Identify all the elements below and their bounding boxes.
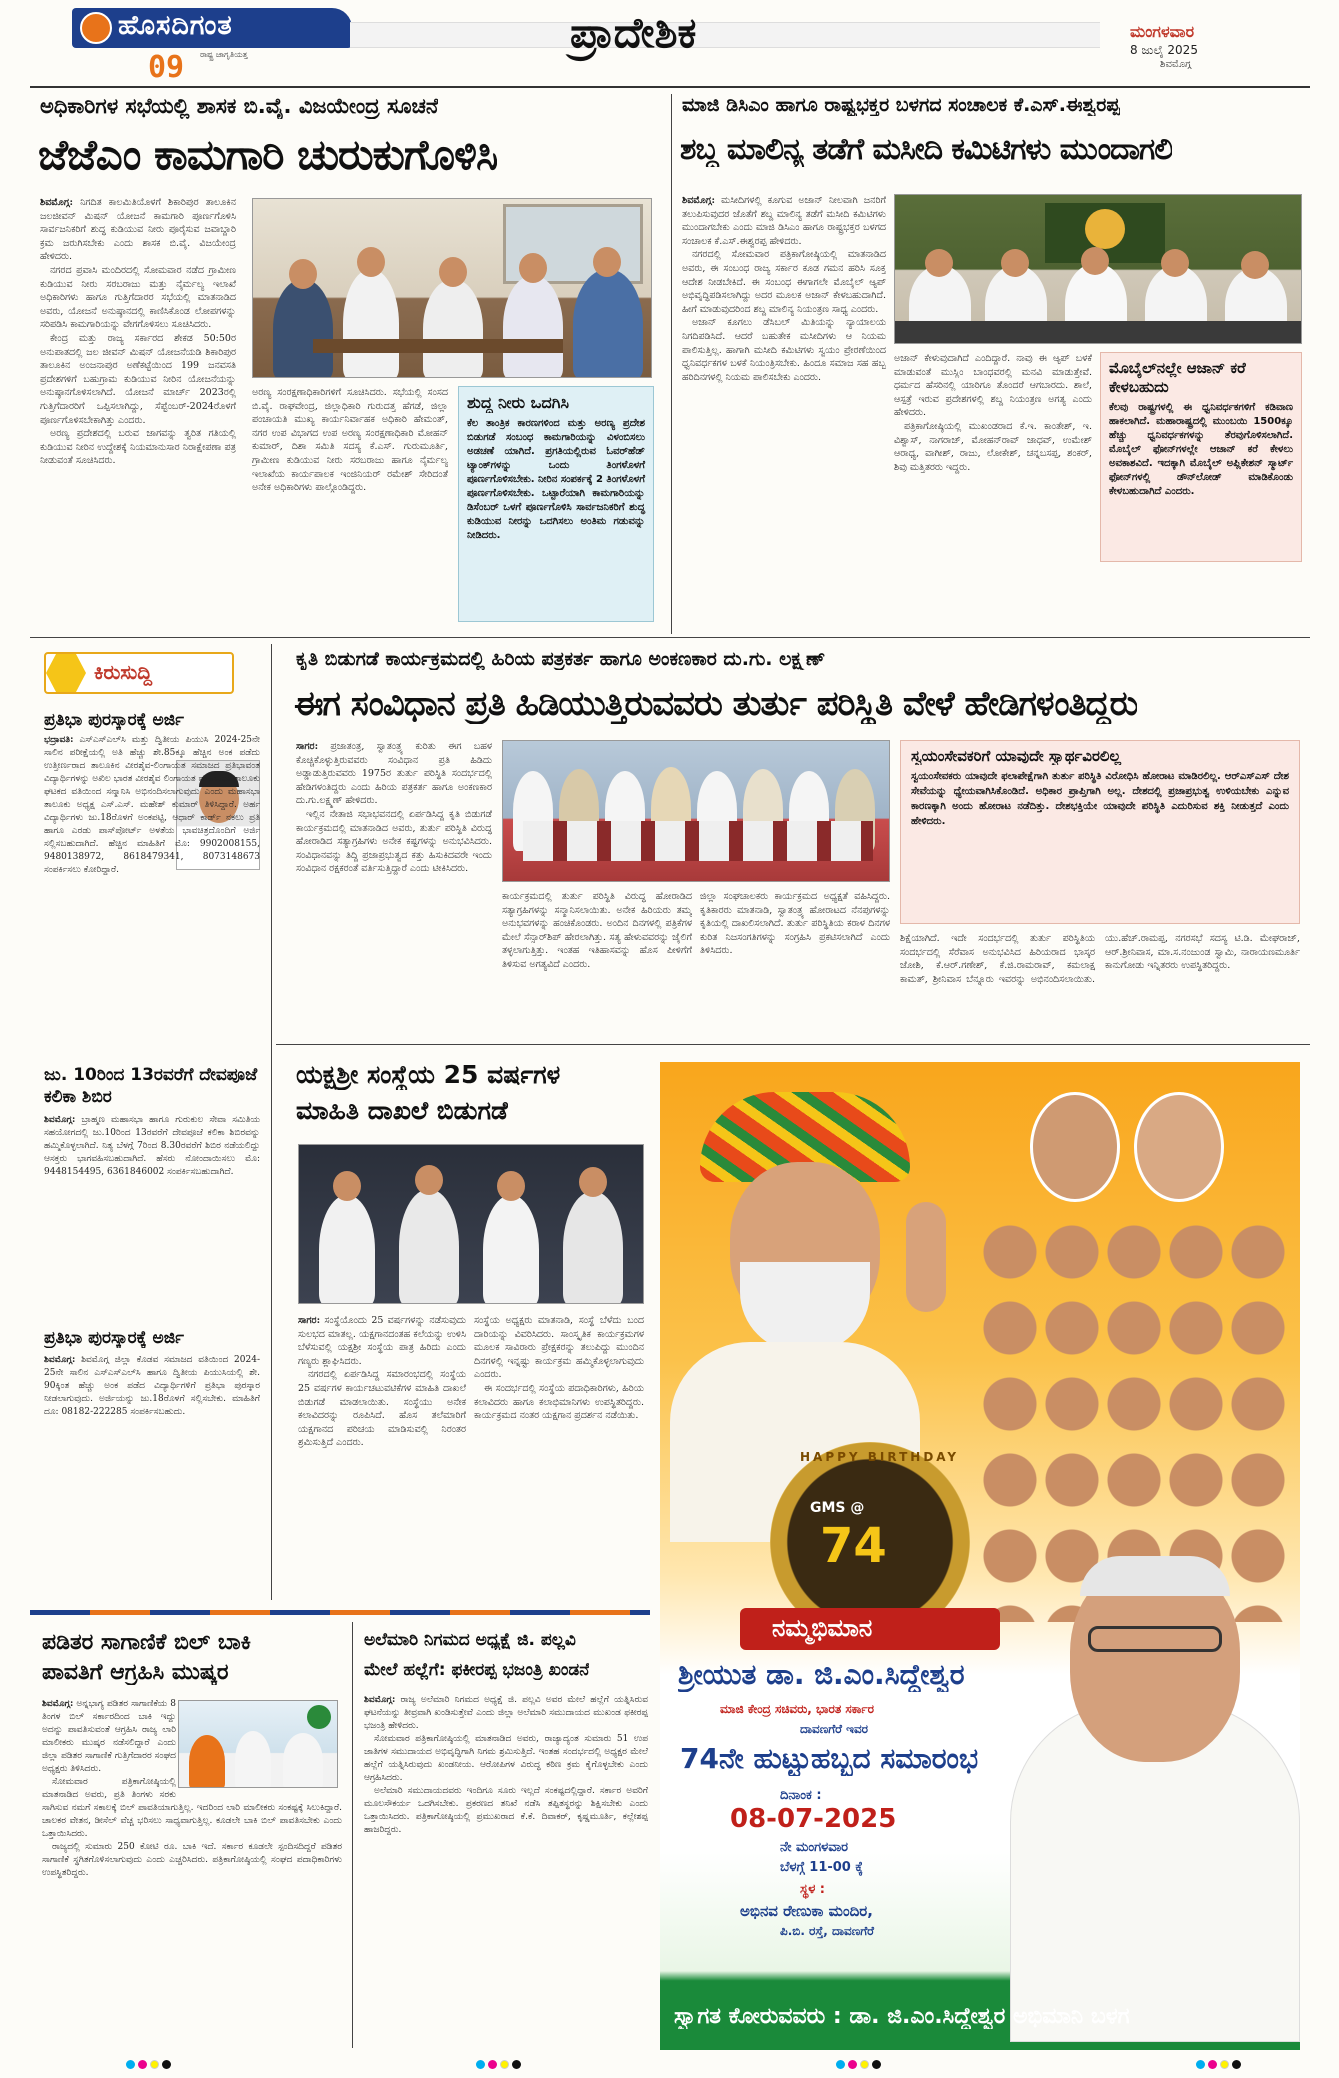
- logo-text: ಹೊಸದಿಗಂತ: [118, 10, 233, 41]
- ad-leader-hand: [906, 1202, 946, 1312]
- ad-event: 74ನೇ ಹುಟ್ಟುಹಬ್ಬದ ಸಮಾರಂಭ: [680, 1742, 979, 1775]
- photo-head: [1001, 249, 1029, 277]
- photo-person: [319, 1195, 375, 1304]
- article-jjm-dateline: ಶಿವಮೊಗ್ಗ:: [40, 197, 74, 208]
- article-jjm-lead: ನಿಗದಿತ ಕಾಲಮಿತಿಯೊಳಗೆ ಶಿಕಾರಿಪುರ ತಾಲೂಕಿನ ಜಲಜೀವನ್ ಮಿಷನ್ ಯೋಜನೆ ಕಾಮಗಾರಿ ಪೂರ್ಣಗೊಳಿಸಿ ಸಾರ್ವಜನಿಕರಿಗೆ ಶುದ್ಧ ಕುಡಿಯುವ ನೀರು ಪೂರೈಸುವ ಜವಾಬ್ದಾರಿ ಕ್ರಮ ಜರುಗಿಸಬೇಕು ಎಂದು ಶಾಸಕ ಬಿ.ವೈ. ವಿಜಯೇಂದ್ರ ಹೇಳಿದರು.: [40, 197, 236, 263]
- article-emergency-box-title: ಸ್ವಯಂಸೇವಕರಿಗೆ ಯಾವುದೇ ಸ್ವಾರ್ಥವಿರಲಿಲ್ಲ: [911, 747, 1121, 765]
- article-emergency-p3: ಕಾರ್ಯಕ್ರಮದಲ್ಲಿ ತುರ್ತು ಪರಿಸ್ಥಿತಿ ವಿರುದ್ಧ ಹೋರಾಡಿದ ಸತ್ಯಾಗ್ರಹಿಗಳನ್ನು ಸನ್ಮಾನಿಸಲಾಯಿತು. ಅನೇಕ ಹಿರಿಯರು ತಮ್ಮ ಅನುಭವಗಳನ್ನು ಹಂಚಿಕೊಂಡರು. ಅಂದಿನ ದಿನಗಳಲ್ಲಿ ಪತ್ರಿಕೆಗಳ ಮೇಲೆ ಸೆನ್ಸಾರ್‌ಶಿಪ್ ಹೇರಲಾಗಿತ್ತು. ಸತ್ಯ ಹೇಳುವವರನ್ನು ಜೈಲಿಗೆ ತಳ್ಳಲಾಗುತ್ತಿತ್ತು. ಇಂತಹ ಇತಿಹಾಸವನ್ನು ಹೊಸ ಪೀಳಿಗೆಗೆ ತಿಳಿಸುವ ಅಗತ್ಯವಿದೆ ಎಂದರು.: [502, 891, 692, 970]
- article-jjm-p2: ನಗರದ ಪ್ರವಾಸಿ ಮಂದಿರದಲ್ಲಿ ಸೋಮವಾರ ನಡೆದ ಗ್ರಾಮೀಣ ಕುಡಿಯುವ ನೀರು ಸರಬರಾಜು ಮತ್ತು ನೈರ್ಮಲ್ಯ ಇಲಾಖೆ ಅಧಿಕಾರಿಗಳು ಹಾಗೂ ಗುತ್ತಿಗೆದಾರರ ಸಭೆಯಲ್ಲಿ ಮಾತನಾಡಿದ ಅವರು, ಯೋಜನೆ ಅನುಷ್ಠಾನದಲ್ಲಿ ಕಾಣಿಸಿಕೊಂಡ ಲೋಪಗಳನ್ನು ಸರಿಪಡಿಸಿ ಕಾಮಗಾರಿಯನ್ನು ವೇಗಗೊಳಿಸಲು ಸೂಚಿಸಿದರು.: [40, 264, 236, 331]
- ad-date: 08-07-2025: [730, 1804, 897, 1834]
- article-emergency-p4: ಜಿಲ್ಲಾ ಸಂಘಚಾಲಕರು ಕಾರ್ಯಕ್ರಮದ ಅಧ್ಯಕ್ಷತೆ ವಹಿಸಿದ್ದರು. ಕೃತಿಕಾರರು ಮಾತನಾಡಿ, ಸ್ವಾತಂತ್ರ್ಯ ಹೋರಾಟದ ನೆನಪುಗಳನ್ನು ಕೃತಿಯಲ್ಲಿ ದಾಖಲಿಸಲಾಗಿದೆ. ತುರ್ತು ಪರಿಸ್ಥಿತಿಯ ಕರಾಳ ದಿನಗಳ ಕುರಿತ ನಿಜಸಂಗತಿಗಳನ್ನು ಸಂಗ್ರಹಿಸಿ ಪ್ರಕಟಿಸಲಾಗಿದೆ ಎಂದು ತಿಳಿಸಿದರು.: [700, 891, 890, 957]
- ad-gms: GMS @: [810, 1500, 865, 1516]
- article-noise-p2: ನಗರದಲ್ಲಿ ಸೋಮವಾರ ಪತ್ರಿಕಾಗೋಷ್ಠಿಯಲ್ಲಿ ಮಾತನಾಡಿದ ಅವರು, ಈ ಸಂಬಂಧ ರಾಜ್ಯ ಸರ್ಕಾರ ಕೂಡ ಗಮನ ಹರಿಸಿ ಸೂಕ್ತ ಆದೇಶ ನೀಡಬೇಕಿದೆ. ಈ ಸಂಬಂಧ ಈಗಾಗಲೇ ಮೊಬೈಲ್ ಆ್ಯಪ್ ಅಭಿವೃದ್ಧಿಪಡಿಸಲಾಗಿದ್ದು ಅದರ ಮೂಲಕ ಅಜಾನ್ ಕೇಳಬಹುದಾಗಿದೆ. ಹೀಗೆ ಮಾಡುವುದರಿಂದ ಶಬ್ದ ಮಾಲಿನ್ಯ ನಿಯಂತ್ರಣ ಸಾಧ್ಯ ಎಂದರು.: [682, 249, 886, 315]
- article-nomad-headline2: ಮೇಲೆ ಹಲ್ಲೆಗೆ: ಫಕೀರಪ್ಪ ಭಜಂತ್ರಿ ಖಂಡನೆ: [364, 1660, 590, 1680]
- photo-head: [579, 1167, 607, 1197]
- article-yaksha-headline1: ಯಕ್ಷಶ್ರೀ ಸಂಸ್ಥೆಯ 25 ವರ್ಷಗಳ: [296, 1060, 561, 1089]
- article-yaksha-p4: ಈ ಸಂದರ್ಭದಲ್ಲಿ ಸಂಸ್ಥೆಯ ಪದಾಧಿಕಾರಿಗಳು, ಹಿರಿಯ ಕಲಾವಿದರು ಹಾಗೂ ಕಲಾಭಿಮಾನಿಗಳು ಉಪಸ್ಥಿತರಿದ್ದರು. ಕಾರ್ಯಕ್ರಮದ ನಂತರ ಯಕ್ಷಗಾನ ಪ್ರದರ್ಶನ ನಡೆಯಿತು.: [474, 1382, 644, 1422]
- article-noise-p4: ಅಜಾನ್ ಕೇಳುವುದಾಗಿದೆ ಎಂದಿದ್ದಾರೆ. ನಾವು ಈ ಆ್ಯಪ್ ಬಳಕೆ ಮಾಡುವಂತೆ ಮುಸ್ಲಿಂ ಬಾಂಧವರಲ್ಲಿ ಮನವಿ ಮಾಡುತ್ತೇವೆ. ಧರ್ಮದ ಹೆಸರಿನಲ್ಲಿ ಯಾರಿಗೂ ತೊಂದರೆ ಆಗಬಾರದು. ಶಾಲೆ, ಆಸ್ಪತ್ರೆ ಇರುವ ಪ್ರದೇಶಗಳಲ್ಲಿ ಶಬ್ದ ನಿಯಂತ್ರಣ ಅಗತ್ಯ ಎಂದು ಹೇಳಿದರು.: [894, 353, 1092, 419]
- article-yaksha-photo: [298, 1144, 644, 1304]
- article-nomad-dateline: ಶಿವಮೊಗ್ಗ:: [364, 1695, 396, 1705]
- page-number: 09: [148, 50, 185, 85]
- article-nomad-p3: ಅಲೆಮಾರಿ ಸಮುದಾಯದವರು ಇಂದಿಗೂ ಸೂರು ಇಲ್ಲದೆ ಸಂಕಷ್ಟದಲ್ಲಿದ್ದಾರೆ. ಸರ್ಕಾರ ಅವರಿಗೆ ಮೂಲಸೌಕರ್ಯ ಒದಗಿಸಬೇಕು. ಪ್ರಕರಣದ ತನಿಖೆ ನಡೆಸಿ ತಪ್ಪಿತಸ್ಥರನ್ನು ಶಿಕ್ಷಿಸಬೇಕು ಎಂದು ಒತ್ತಾಯಿಸಿದರು. ಪತ್ರಿಕಾಗೋಷ್ಠಿಯಲ್ಲಿ ಪ್ರಮುಖರಾದ ಕೆ.ಕೆ. ದಿವಾಕರ್, ಕೃಷ್ಣಮೂರ್ತಿ, ಕಲ್ಲೇಶಪ್ಪ ಹಾಜರಿದ್ದರು.: [364, 1786, 648, 1835]
- article-emergency-col4: [900, 932, 1300, 1036]
- ad-venue2: ಪಿ.ಬಿ. ರಸ್ತೆ, ದಾವಣಗೆರೆ: [780, 1924, 875, 1938]
- article-emergency-kicker: ಕೃತಿ ಬಿಡುಗಡೆ ಕಾರ್ಯಕ್ರಮದಲ್ಲಿ ಹಿರಿಯ ಪತ್ರಕರ್ತ ಹಾಗೂ ಅಂಕಣಕಾರ ದು.ಗು. ಲಕ್ಷ್ಮಣ್: [296, 648, 826, 670]
- article-jjm-headline: ಜೆಜೆಎಂ ಕಾಮಗಾರಿ ಚುರುಕುಗೊಳಿಸಿ: [38, 130, 498, 179]
- logo-emblem-icon: [80, 12, 112, 44]
- photo-head: [439, 257, 467, 287]
- article-noise-kicker: ಮಾಜಿ ಡಿಸಿಎಂ ಹಾಗೂ ರಾಷ್ಟ್ರಭಕ್ತರ ಬಳಗದ ಸಂಚಾಲಕ ಕೆ.ಎಸ್.ಈಶ್ವರಪ್ಪ: [682, 94, 1120, 116]
- kirusuddi-t1: ಎಸ್‌ಎಸ್‌ಎಲ್‌ಸಿ ಮತ್ತು ದ್ವಿತೀಯ ಪಿಯುಸಿ 2024-25ನೇ ಸಾಲಿನ ಪರೀಕ್ಷೆಯಲ್ಲಿ ಅತಿ ಹೆಚ್ಚು ಶೇ.85ಕ್ಕೂ ಹೆಚ್ಚಿನ ಅಂಕ ಪಡೆದು ಉತ್ತೀರ್ಣರಾದ ತಾಲೂಕಿನ ವೀರಶೈವ-ಲಿಂಗಾಯತ ಸಮಾಜದ ಪ್ರತಿಭಾವಂತ ವಿದ್ಯಾರ್ಥಿಗಳನ್ನು ಅಖಿಲ ಭಾರತ ವೀರಶೈವ ಲಿಂಗಾಯತ ಮಹಾಸಭಾ ತಾಲೂಕು ಘಟಕದ ವತಿಯಿಂದ ಸನ್ಮಾನಿಸಿ ಅಭಿನಂದಿಸಲಾಗುವುದು ಎಂದು ಮಹಾಸಭಾ ತಾಲೂಕು ಅಧ್ಯಕ್ಷ ಎಸ್.ಎಸ್. ಮಹೇಶ್ ಕುಮಾರ್ ತಿಳಿಸಿದ್ದಾರೆ. ಅರ್ಹ ವಿದ್ಯಾರ್ಥಿಗಳು ಜು.18ರೊಳಗೆ ಅಂಕಪಟ್ಟಿ, ಆಧಾರ್ ಕಾರ್ಡ್ ನಕಲು ಪ್ರತಿ ಹಾಗೂ ಎರಡು ಪಾಸ್‌ಪೋರ್ಟ್ ಅಳತೆಯ ಭಾವಚಿತ್ರದೊಂದಿಗೆ ಅರ್ಜಿ ಸಲ್ಲಿಸಬಹುದಾಗಿದೆ. ಹೆಚ್ಚಿನ ಮಾಹಿತಿಗೆ ಮೊ: 9902008155, 9480138972, 8618479341, 8073148673 ಸಂಪರ್ಕಿಸಲು ಕೋರಿದ್ದಾರೆ.: [44, 735, 260, 875]
- logo-tagline: ರಾಷ್ಟ್ರ ಜಾಗೃತಿಯತ್ತ: [200, 50, 248, 59]
- photo-head: [925, 249, 953, 277]
- photo-head: [1161, 249, 1189, 277]
- article-emergency-headline: ಈಗ ಸಂವಿಧಾನ ಪ್ರತಿ ಹಿಡಿಯುತ್ತಿರುವವರು ತುರ್ತು ಪರಿಸ್ಥಿತಿ ವೇಳೆ ಹೇಡಿಗಳಂತಿದ್ದರು: [294, 684, 1138, 724]
- photo-head: [1241, 251, 1269, 279]
- masthead-band: [350, 22, 1100, 48]
- photo-person: [503, 275, 563, 378]
- article-emergency-p2: ಇಲ್ಲಿನ ನೇತಾಜಿ ಸಭಾಭವನದಲ್ಲಿ ಏರ್ಪಡಿಸಿದ್ದ ಕೃತಿ ಬಿಡುಗಡೆ ಕಾರ್ಯಕ್ರಮದಲ್ಲಿ ಮಾತನಾಡಿದ ಅವರು, ತುರ್ತು ಪರಿಸ್ಥಿತಿ ವಿರುದ್ಧ ಹೋರಾಡಿದ ಸತ್ಯಾಗ್ರಹಿಗಳು ಅನೇಕ ಕಷ್ಟಗಳನ್ನು ಅನುಭವಿಸಿದರು. ಸಂವಿಧಾನವನ್ನು ತಿದ್ದಿ ಪ್ರಜಾಪ್ರಭುತ್ವದ ಕತ್ತು ಹಿಸುಕಿದವರೇ ಇಂದು ಸಂವಿಧಾನ ರಕ್ಷಕರಂತೆ ವರ್ತಿಸುತ್ತಿದ್ದಾರೆ ಎಂದು ಟೀಕಿಸಿದರು.: [296, 808, 492, 875]
- kirusuddi-d3: ಶಿವಮೊಗ್ಗ:: [44, 1355, 76, 1365]
- article-emergency-dateline: ಸಾಗರ:: [296, 741, 319, 752]
- ad-footer: ಸ್ವಾಗತ ಕೋರುವವರು : ಡಾ. ಜಿ.ಎಂ.ಸಿದ್ದೇಶ್ವರ ಅಭಿಮಾನಿ ಬಳಗ: [674, 2004, 1130, 2029]
- photo-head: [593, 247, 621, 277]
- birthday-ad: [660, 1062, 1300, 2050]
- ad-time: ಬೆಳಗ್ಗೆ 11-00 ಕ್ಕೆ: [780, 1860, 863, 1875]
- section-rule: [30, 1610, 650, 1615]
- article-noise-p3: ಅಜಾನ್ ಕೂಗಲು ಡೆಸಿಬಲ್ ಮಿತಿಯನ್ನು ನ್ಯಾಯಾಲಯ ನಿಗದಿಪಡಿಸಿದೆ. ಆದರೆ ಬಹುತೇಕ ಮಸೀದಿಗಳು ಆ ನಿಯಮ ಪಾಲಿಸುತ್ತಿಲ್ಲ. ಹಾಗಾಗಿ ಮಸೀದಿ ಕಮಿಟಿಗಳು ಸ್ವಯಂ ಪ್ರೇರಣೆಯಿಂದ ಧ್ವನಿವರ್ಧಕಗಳ ಬಳಕೆ ನಿಯಂತ್ರಿಸಬೇಕು. ಹಿಂದೂ ಸಮಾಜ ಸಹ ಹಬ್ಬ ಹರಿದಿನಗಳಲ್ಲಿ ನಿಯಮ ಪಾಲಿಸಬೇಕು ಎಂದರು.: [682, 317, 886, 383]
- kirusuddi-t2: ಬ್ರಾಹ್ಮಣ ಮಹಾಸಭಾ ಹಾಗೂ ಗುರುಕುಲ ಸೇವಾ ಸಮಿತಿಯ ಸಹಯೋಗದಲ್ಲಿ ಜು.10ರಿಂದ 13ರವರೆಗೆ ದೇವಪೂಜೆ ಕಲಿಕಾ ಶಿಬಿರವನ್ನು ಹಮ್ಮಿಕೊಳ್ಳಲಾಗಿದೆ. ನಿತ್ಯ ಬೆಳಗ್ಗೆ 7ರಿಂದ 8.30ರವರೆಗೆ ಶಿಬಿರ ನಡೆಯಲಿದ್ದು ಆಸಕ್ತರು ಭಾಗವಹಿಸಬಹುದಾಗಿದೆ. ಹೆಸರು ನೋಂದಾಯಿಸಲು ಮೊ: 9448154495, 6361846002 ಸಂಪರ್ಕಿಸಬಹುದಾಗಿದೆ.: [44, 1115, 260, 1177]
- article-jjm-box-text: ಕೆಲ ತಾಂತ್ರಿಕ ಕಾರಣಗಳಿಂದ ಮತ್ತು ಅರಣ್ಯ ಪ್ರದೇಶ ಬಿಡುಗಡೆ ಸಂಬಂಧ ಕಾಮಗಾರಿಯನ್ನು ವಿಳಂಬಿಸಲು ಅಡಚಣೆ ಯಾಗಿದೆ. ಪ್ರಗತಿಯಲ್ಲಿರುವ ಓವರ್‌ಹೆಡ್ ಟ್ಯಾಂಕ್‌ಗಳನ್ನು ಒಂದು ತಿಂಗಳೊಳಗೆ ಪೂರ್ಣಗೊಳಿಸಬೇಕು. ನೀರಿನ ಸಂಪರ್ಕಕ್ಕೆ 2 ತಿಂಗಳೊಳಗೆ ಪೂರ್ಣಗೊಳಿಸಬೇಕು. ಒಟ್ಟಾರೆಯಾಗಿ ಕಾಮಗಾರಿಯನ್ನು ಡಿಸೆಂಬರ್ ಒಳಗೆ ಪೂರ್ಣಗೊಳಿಸಿ ಸಾರ್ವಜನಿಕರಿಗೆ ಶುದ್ಧ ಕುಡಿಯುವ ನೀರನ್ನು ಒದಗಿಸಲು ಅಂತಿಮ ಗಡುವನ್ನು ನೀಡಿದರು.: [467, 418, 646, 541]
- article-jjm-col2: [252, 386, 448, 626]
- photo-head: [1081, 247, 1109, 275]
- registration-marks: [1196, 2060, 1241, 2069]
- article-emergency-photo: [502, 740, 890, 882]
- article-noise-headline: ಶಬ್ದ ಮಾಲಿನ್ಯ ತಡೆಗೆ ಮಸೀದಿ ಕಮಿಟಿಗಳು ಮುಂದಾಗಲಿ: [680, 132, 1173, 167]
- ad-intro: ದಾವಣಗೆರೆ ಇವರ: [800, 1722, 869, 1736]
- article-ration: [30, 1620, 348, 2050]
- article-jjm-kicker: ಅಧಿಕಾರಿಗಳ ಸಭೆಯಲ್ಲಿ ಶಾಸಕ ಬಿ.ವೈ. ವಿಜಯೇಂದ್ರ ಸೂಚನೆ: [40, 94, 439, 118]
- ad-leader-beard: [740, 1262, 870, 1352]
- article-emergency-col2: [502, 890, 692, 1036]
- ad-name: ಶ್ರೀಯುತ ಡಾ. ಜಿ.ಎಂ.ಸಿದ್ದೇಶ್ವರ: [678, 1658, 965, 1691]
- column-divider: [671, 94, 672, 634]
- kirusuddi-h1: ಪ್ರತಿಭಾ ಪುರಸ್ಕಾರಕ್ಕೆ ಅರ್ಜಿ: [44, 710, 184, 730]
- emblem-icon: [1085, 209, 1125, 249]
- article-emergency-box-text: ಸ್ವಯಂಸೇವಕರು ಯಾವುದೇ ಫಲಾಪೇಕ್ಷೆಗಾಗಿ ತುರ್ತು ಪರಿಸ್ಥಿತಿ ವಿರೋಧಿಸಿ ಹೋರಾಟ ಮಾಡಿರಲಿಲ್ಲ. ಆರ್‌ಎಸ್‌ಎಸ್ ದೇಶ ಸೇವೆಯನ್ನು ಧ್ಯೇಯವಾಗಿಸಿಕೊಂಡಿದೆ. ಅಧಿಕಾರ ಪ್ರಾಪ್ತಿಗಾಗಿ ಅಲ್ಲ. ದೇಶದಲ್ಲಿ ಪ್ರಜಾಪ್ರಭುತ್ವ ಉಳಿಯಬೇಕು ಎನ್ನುವ ಕಾರಣಕ್ಕಾಗಿ ಅಂದು ಹೋರಾಟ ನಡೆದಿತ್ತು. ದೇಶಭಕ್ತಿಯೇ ಯಾವುದೇ ಪರಿಸ್ಥಿತಿ ಎದುರಿಸುವ ಶಕ್ತಿ ನೀಡುತ್ತದೆ ಎಂದು ಹೇಳಿದರು.: [911, 771, 1289, 827]
- kirusuddi-column: [30, 640, 266, 1600]
- article-jjm-col1: [40, 196, 236, 626]
- photo-person: [399, 1189, 459, 1304]
- article-emergency-box: [900, 740, 1300, 924]
- photo-head: [519, 253, 547, 283]
- kirusuddi-label: ಕಿರುಸುದ್ದಿ: [94, 660, 153, 684]
- article-yaksha-headline2: ಮಾಹಿತಿ ದಾಖಲೆ ಬಿಡುಗಡೆ: [296, 1096, 508, 1125]
- article-ration-text: [42, 1698, 342, 2048]
- photo-person: [273, 279, 333, 378]
- photo-table: [895, 321, 1302, 344]
- article-jjm-box: [458, 386, 654, 622]
- kirusuddi-t1-wrap: [44, 734, 260, 1054]
- ad-venue-label: ಸ್ಥಳ :: [800, 1882, 825, 1897]
- ad-weekday: ನೇ ಮಂಗಳವಾರ: [780, 1840, 849, 1855]
- article-nomad: [356, 1620, 654, 2050]
- article-noise-box-title: ಮೊಬೈಲ್‌ನಲ್ಲೇ ಆಜಾನ್ ಕರೆ ಕೇಳಬಹುದು: [1109, 359, 1246, 396]
- article-emergency-col1: [296, 740, 492, 1036]
- article-yaksha-dateline: ಸಾಗರ:: [298, 1315, 321, 1326]
- column-divider: [352, 1622, 353, 2048]
- ad-portrait: [1030, 1092, 1120, 1202]
- section-rule: [30, 637, 1310, 638]
- article-noise-col1: [682, 194, 886, 624]
- kirusuddi-h2: ಜು. 10ರಿಂದ 13ರವರೆಗೆ ದೇವಪೂಜೆ ಕಲಿಕಾ ಶಿಬಿರ: [44, 1065, 258, 1107]
- ad-age: 74: [820, 1518, 887, 1574]
- article-jjm-p3: ಕೇಂದ್ರ ಮತ್ತು ರಾಜ್ಯ ಸರ್ಕಾರದ ಶೇಕಡ 50:50ರ ಅನುಪಾತದಲ್ಲಿ ಜಲ ಜೀವನ್ ಮಿಷನ್ ಯೋಜನೆಯಡಿ ಶಿಕಾರಿಪುರ ತಾಲೂಕಿನ ಅಂಜನಾಪುರ ಅಣೆಕಟ್ಟೆಯಿಂದ 199 ಜನವಸತಿ ಪ್ರದೇಶಗಳಿಗೆ ಬಹುಗ್ರಾಮ ಕುಡಿಯುವ ನೀರಿನ ಯೋಜನೆಯನ್ನು ಅನುಷ್ಠಾನಗೊಳಿಸಲಾಗಿದೆ. ಯೋಜನೆ ಮಾರ್ಚ್ 2023ರಲ್ಲಿ ಗುತ್ತಿಗೆದಾರರಿಗೆ ಒಪ್ಪಿಸಲಾಗಿದ್ದು, ಸೆಪ್ಟೆಂಬರ್-2024ರೊಳಗೆ ಪೂರ್ಣಗೊಳಿಸಬೇಕಾಗಿತ್ತು ಎಂದರು.: [40, 332, 236, 426]
- photo-seated-row: [523, 821, 873, 861]
- photo-table: [313, 339, 563, 353]
- article-nomad-text: [364, 1694, 648, 2048]
- kirusuddi-d1: ಭದ್ರಾವತಿ:: [44, 735, 74, 745]
- registration-marks: [476, 2060, 521, 2069]
- ad-happy-birthday: HAPPY BIRTHDAY: [800, 1450, 960, 1464]
- article-noise-p5: ಪತ್ರಿಕಾಗೋಷ್ಠಿಯಲ್ಲಿ ಮುಖಂಡರಾದ ಕೆ.ಇ. ಕಾಂತೇಶ್, ಇ. ವಿಶ್ವಾಸ್, ನಾಗರಾಜ್, ಮೋಹನ್‌ರಾವ್ ಜಾಧವ್, ಉಮೇಶ್ ಆರಾಧ್ಯ, ವಾಗೀಶ್, ರಾಜು, ಲೋಕೇಶ್, ಚನ್ನಬಸಪ್ಪ, ಶಂಕರ್, ಶಿವು ಮತ್ತಿತರರು ಇದ್ದರು.: [894, 420, 1092, 473]
- kirusuddi-d2: ಶಿವಮೊಗ್ಗ:: [44, 1115, 76, 1125]
- photo-head: [357, 247, 385, 277]
- photo-person: [563, 1191, 623, 1304]
- article-noise-box-text: ಕೆಲವು ರಾಷ್ಟ್ರಗಳಲ್ಲಿ ಈ ಧ್ವನಿವರ್ಧಕಗಳಿಗೆ ಕಡಿವಾಣ ಹಾಕಲಾಗಿದೆ. ಮಹಾರಾಷ್ಟ್ರದಲ್ಲಿ ಮುಂಬಯಿ 1500ಕ್ಕೂ ಹೆಚ್ಚು ಧ್ವನಿವರ್ಧಕಗಳನ್ನು ತೆರವುಗೊಳಿಸಲಾಗಿದೆ. ಮೊಬೈಲ್ ಫೋನ್‌ಗಳಲ್ಲೇ ಆಜಾನ್ ಕರೆ ಕೇಳಲು ಅವಕಾಶವಿದೆ. ಇದಕ್ಕಾಗಿ ಮೊಬೈಲ್ ಅಪ್ಲಿಕೇಶನ್ ಸ್ಮಾರ್ಟ್ ಫೋನ್‌ಗಳಲ್ಲಿ ಡೌನ್‌ಲೋಡ್ ಮಾಡಿಕೊಂಡು ಕೇಳಬಹುದಾಗಿದೆ ಎಂದರು.: [1109, 402, 1293, 497]
- article-jjm-photo: [252, 198, 652, 378]
- masthead-rule: [30, 86, 1310, 88]
- article-ration-headline2: ಪಾವತಿಗೆ ಆಗ್ರಹಿಸಿ ಮುಷ್ಕರ: [42, 1660, 229, 1685]
- article-nomad-p2: ಸೋಮವಾರ ಪತ್ರಿಕಾಗೋಷ್ಠಿಯಲ್ಲಿ ಮಾತನಾಡಿದ ಅವರು, ರಾಜ್ಯಾದ್ಯಂತ ಸುಮಾರು 51 ಉಪ ಜಾತಿಗಳ ಸಮುದಾಯದ ಅಭಿವೃದ್ಧಿಗಾಗಿ ನಿಗಮ ಶ್ರಮಿಸುತ್ತಿದೆ. ಇಂತಹ ಸಂದರ್ಭದಲ್ಲಿ ಅಧ್ಯಕ್ಷರ ಮೇಲೆ ಹಲ್ಲೆಗೆ ಯತ್ನಿಸಿರುವುದು ಖಂಡನೀಯ. ಆರೋಪಿಗಳ ವಿರುದ್ಧ ಕಠಿಣ ಕ್ರಮ ಕೈಗೊಳ್ಳಬೇಕು ಎಂದು ಆಗ್ರಹಿಸಿದರು.: [364, 1734, 648, 1783]
- article-emergency: [276, 640, 1310, 1040]
- ad-honoree-glasses: [1088, 1626, 1222, 1652]
- article-ration-p3: ರಾಜ್ಯದಲ್ಲಿ ಸುಮಾರು 250 ಕೋಟಿ ರೂ. ಬಾಕಿ ಇದೆ. ಸರ್ಕಾರ ಕೂಡಲೇ ಸ್ಪಂದಿಸದಿದ್ದರೆ ಪಡಿತರ ಸಾಗಾಣಿಕೆ ಸ್ಥಗಿತಗೊಳಿಸಲಾಗುವುದು ಎಂದು ಎಚ್ಚರಿಸಿದರು. ಪತ್ರಿಕಾಗೋಷ್ಠಿಯಲ್ಲಿ ಸಂಘದ ಪದಾಧಿಕಾರಿಗಳು ಉಪಸ್ಥಿತರಿದ್ದರು.: [42, 1842, 342, 1878]
- article-ration-headline1: ಪಡಿತರ ಸಾಗಾಣಿಕೆ ಬಿಲ್ ಬಾಕಿ: [42, 1630, 251, 1655]
- ad-date-label: ದಿನಾಂಕ :: [780, 1788, 822, 1803]
- kirusuddi-h3: ಪ್ರತಿಭಾ ಪುರಸ್ಕಾರಕ್ಕೆ ಅರ್ಜಿ: [44, 1328, 184, 1348]
- masthead-day: ಮಂಗಳವಾರ: [1130, 22, 1195, 41]
- ad-honoree-hair: [1080, 1556, 1230, 1596]
- article-jjm-p4: ಅರಣ್ಯ ಪ್ರದೇಶದಲ್ಲಿ ಬರುವ ಜಾಗವನ್ನು ತ್ವರಿತ ಗತಿಯಲ್ಲಿ ಕುಡಿಯುವ ನೀರಿನ ಉದ್ದೇಶಕ್ಕೆ ನಿಯಮಾನುಸಾರ ನಿರಾಕ್ಷೇಪಣಾ ಪತ್ರ ನೀಡುವಂತೆ ಸೂಚಿಸಿದರು.: [40, 428, 236, 467]
- article-nomad-headline1: ಅಲೆಮಾರಿ ನಿಗಮದ ಅಧ್ಯಕ್ಷೆ ಜಿ. ಪಲ್ಲವಿ: [364, 1630, 576, 1650]
- ad-ribbon-text: ನಮ್ಮಭಿಮಾನ: [772, 1614, 873, 1642]
- article-yaksha-lead: ಸಂಸ್ಥೆಯೊಂದು 25 ವರ್ಷಗಳನ್ನು ನಡೆಸುವುದು ಸುಲಭದ ಮಾತಲ್ಲ. ಯಕ್ಷಗಾನದಂತಹ ಕಲೆಯನ್ನು ಉಳಿಸಿ ಬೆಳೆಸುವಲ್ಲಿ ಯಕ್ಷಶ್ರೀ ಸಂಸ್ಥೆಯ ಪಾತ್ರ ಹಿರಿದು ಎಂದು ಗಣ್ಯರು ಶ್ಲಾಘಿಸಿದರು.: [298, 1315, 466, 1367]
- article-emergency-lead: ಪ್ರಜಾತಂತ್ರ, ಸ್ವಾತಂತ್ರ್ಯ ಕುರಿತು ಈಗ ಬಹಳ ಕೊಚ್ಚಿಕೊಳ್ಳುತ್ತಿರುವವರು ಸಂವಿಧಾನ ಪ್ರತಿ ಹಿಡಿದು ಅಡ್ಡಾಡುತ್ತಿರುವವರು 1975ರ ತುರ್ತು ಪರಿಸ್ಥಿತಿ ಸಂದರ್ಭದಲ್ಲಿ ಹೇಡಿಗಳಂತಿದ್ದರು ಎಂದು ಹಿರಿಯ ಪತ್ರಕರ್ತ ಹಾಗೂ ಅಂಕಣಕಾರ ದು.ಗು.ಲಕ್ಷ್ಮಣ್ ಹೇಳಿದರು.: [296, 741, 492, 807]
- article-noise-photo: [894, 194, 1302, 344]
- photo-person: [423, 279, 483, 378]
- article-yaksha: [276, 1046, 656, 1606]
- article-noise-box: [1100, 352, 1302, 562]
- photo-person: [483, 1195, 539, 1304]
- masthead-date: 8 ಜುಲೈ 2025: [1130, 43, 1198, 57]
- article-yaksha-col1: [298, 1314, 466, 1604]
- kirusuddi-t2-wrap: [44, 1114, 260, 1314]
- article-yaksha-p3: ಸಂಸ್ಥೆಯ ಅಧ್ಯಕ್ಷರು ಮಾತನಾಡಿ, ಸಂಸ್ಥೆ ಬೆಳೆದು ಬಂದ ದಾರಿಯನ್ನು ವಿವರಿಸಿದರು. ಸಾಂಸ್ಕೃತಿಕ ಕಾರ್ಯಕ್ರಮಗಳ ಮೂಲಕ ಸಾವಿರಾರು ಪ್ರೇಕ್ಷಕರನ್ನು ತಲುಪಿದ್ದು ಮುಂದಿನ ದಿನಗಳಲ್ಲಿ ಇನ್ನಷ್ಟು ಕಾರ್ಯಕ್ರಮ ಹಮ್ಮಿಕೊಳ್ಳಲಾಗುವುದು ಎಂದರು.: [474, 1315, 644, 1381]
- article-ration-p2: ಸೋಮವಾರ ಪತ್ರಿಕಾಗೋಷ್ಠಿಯಲ್ಲಿ ಮಾತನಾಡಿದ ಅವರು, ಪ್ರತಿ ತಿಂಗಳು ಸರಕು ಸಾಗಿಸುವ ನಮಗೆ ಸಕಾಲಕ್ಕೆ ಬಿಲ್ ಪಾವತಿಯಾಗುತ್ತಿಲ್ಲ. ಇದರಿಂದ ಲಾರಿ ಮಾಲೀಕರು ಸಂಕಷ್ಟಕ್ಕೆ ಸಿಲುಕಿದ್ದಾರೆ. ಚಾಲಕರ ವೇತನ, ಡೀಸೆಲ್ ವೆಚ್ಚ ಭರಿಸಲು ಸಾಧ್ಯವಾಗುತ್ತಿಲ್ಲ. ಕೂಡಲೇ ಬಾಕಿ ಬಿಲ್ ಪಾವತಿಸಬೇಕು ಎಂದು ಒತ್ತಾಯಿಸಿದರು.: [42, 1777, 342, 1839]
- kirusuddi-t3: ಶಿವಮೊಗ್ಗ ಜಿಲ್ಲಾ ಕೊಡವ ಸಮಾಜದ ವತಿಯಿಂದ 2024-25ನೇ ಸಾಲಿನ ಎಸ್‌ಎಸ್‌ಎಲ್‌ಸಿ ಹಾಗೂ ದ್ವಿತೀಯ ಪಿಯುಸಿಯಲ್ಲಿ ಶೇ. 90ಕ್ಕಿಂತ ಹೆಚ್ಚು ಅಂಕ ಪಡೆದ ವಿದ್ಯಾರ್ಥಿಗಳಿಗೆ ಪ್ರತಿಭಾ ಪುರಸ್ಕಾರ ನೀಡಲಾಗುವುದು. ಅರ್ಜಿಯನ್ನು ಜು.18ರೊಳಗೆ ಸಲ್ಲಿಸಬೇಕು. ಮಾಹಿತಿಗೆ ದೂ: 08182-222285 ಸಂಪರ್ಕಿಸಬಹುದು.: [44, 1355, 260, 1417]
- photo-person: [343, 269, 399, 378]
- article-noise-lead: ಮಸೀದಿಗಳಲ್ಲಿ ಕೂಗುವ ಅಜಾನ್ ನೀಲವಾಗಿ ಜನರಿಗೆ ತಲುಪಿಸುವುದರ ಜೊತೆಗೆ ಶಬ್ದ ಮಾಲಿನ್ಯ ತಡೆಗೆ ಮಸೀದಿ ಕಮಿಟಿಗಳು ಮುಂದಾಗಬೇಕು ಎಂದು ಮಾಜಿ ಡಿಸಿಎಂ ಹಾಗೂ ರಾಷ್ಟ್ರಭಕ್ತರ ಬಳಗದ ಸಂಚಾಲಕ ಕೆ.ಎಸ್.ಈಶ್ವರಪ್ಪ ಹೇಳಿದರು.: [682, 195, 886, 247]
- article-yaksha-p2: ನಗರದಲ್ಲಿ ಏರ್ಪಡಿಸಿದ್ದ ಸಮಾರಂಭದಲ್ಲಿ ಸಂಸ್ಥೆಯ 25 ವರ್ಷಗಳ ಕಾರ್ಯಚಟುವಟಿಕೆಗಳ ಮಾಹಿತಿ ದಾಖಲೆ ಬಿಡುಗಡೆ ಮಾಡಲಾಯಿತು. ಸಂಸ್ಥೆಯು ಅನೇಕ ಕಲಾವಿದರನ್ನು ರೂಪಿಸಿದೆ. ಹೊಸ ತಲೆಮಾರಿಗೆ ಯಕ್ಷಗಾನದ ಪರಿಚಯ ಮಾಡಿಸುವಲ್ಲಿ ನಿರಂತರ ಶ್ರಮಿಸುತ್ತಿದೆ ಎಂದರು.: [298, 1369, 466, 1449]
- article-ration-dateline: ಶಿವಮೊಗ್ಗ:: [42, 1699, 74, 1709]
- ad-portrait: [1134, 1092, 1224, 1202]
- column-divider: [271, 644, 272, 1600]
- article-jjm: [30, 90, 666, 630]
- article-emergency-col3: [700, 890, 890, 1036]
- article-ration-lead: ಅನ್ನಭಾಗ್ಯ ಪಡಿತರ ಸಾಗಾಣಿಕೆಯ 8 ತಿಂಗಳ ಬಿಲ್ ಸರ್ಕಾರದಿಂದ ಬಾಕಿ ಇದ್ದು ಅದನ್ನು ಪಾವತಿಸುವಂತೆ ಆಗ್ರಹಿಸಿ ರಾಜ್ಯ ಲಾರಿ ಮಾಲೀಕರು ಮುಷ್ಕರ ನಡೆಸಲಿದ್ದಾರೆ ಎಂದು ಜಿಲ್ಲಾ ಪಡಿತರ ಸಾಗಾಣಿಕೆ ಗುತ್ತಿಗೆದಾರರ ಸಂಘದ ಅಧ್ಯಕ್ಷರು ತಿಳಿಸಿದರು.: [42, 1699, 176, 1774]
- ad-venue: ಅಭಿನವ ರೇಣುಕಾ ಮಂದಿರ,: [740, 1902, 873, 1920]
- registration-marks: [126, 2060, 171, 2069]
- photo-head: [289, 259, 317, 289]
- registration-marks: [836, 2060, 881, 2069]
- photo-head: [333, 1171, 361, 1201]
- ad-designation: ಮಾಜಿ ಕೇಂದ್ರ ಸಚಿವರು, ಭಾರತ ಸರ್ಕಾರ: [720, 1702, 874, 1716]
- article-noise-dateline: ಶಿವಮೊಗ್ಗ:: [682, 195, 716, 206]
- article-jjm-p5: ಅರಣ್ಯ ಸಂರಕ್ಷಣಾಧಿಕಾರಿಗಳಿಗೆ ಸೂಚಿಸಿದರು. ಸಭೆಯಲ್ಲಿ ಸಂಸದ ಬಿ.ವೈ. ರಾಘವೇಂದ್ರ, ಜಿಲ್ಲಾಧಿಕಾರಿ ಗುರುದತ್ತ ಹೆಗಡೆ, ಜಿಲ್ಲಾ ಪಂಚಾಯತಿ ಮುಖ್ಯ ಕಾರ್ಯನಿರ್ವಾಹಕ ಅಧಿಕಾರಿ ಹೇಮಂತ್, ನಗರ ಉಪ ವಿಭಾಗದ ಉಪ ಅರಣ್ಯ ಸಂರಕ್ಷಣಾಧಿಕಾರಿ ಮೋಹನ್ ಕುಮಾರ್, ದಿಶಾ ಸಮಿತಿ ಸದಸ್ಯ ಕೆ.ಎಸ್. ಗುರುಮೂರ್ತಿ, ಗ್ರಾಮೀಣ ಕುಡಿಯುವ ನೀರು ಸರಬರಾಜು ಹಾಗೂ ನೈರ್ಮಲ್ಯ ಇಲಾಖೆಯ ಕಾರ್ಯಪಾಲಕ ಇಂಜಿನಿಯರ್ ರಮೇಶ್ ಸೇರಿದಂತೆ ಅನೇಕ ಅಧಿಕಾರಿಗಳು ಪಾಲ್ಗೊಂಡಿದ್ದರು.: [252, 387, 448, 494]
- article-jjm-box-title: ಶುದ್ಧ ನೀರು ಒದಗಿಸಿ: [467, 393, 570, 412]
- article-nomad-lead: ರಾಜ್ಯ ಅಲೆಮಾರಿ ನಿಗಮದ ಅಧ್ಯಕ್ಷೆ ಜಿ. ಪಲ್ಲವಿ ಅವರ ಮೇಲೆ ಹಲ್ಲೆಗೆ ಯತ್ನಿಸಿರುವ ಘಟನೆಯನ್ನು ತೀವ್ರವಾಗಿ ಖಂಡಿಸುತ್ತೇವೆ ಎಂದು ಜಿಲ್ಲಾ ಅಲೆಮಾರಿ ಸಮುದಾಯದ ಮುಖಂಡ ಫಕೀರಪ್ಪ ಭಜಂತ್ರಿ ಹೇಳಿದರು.: [364, 1695, 648, 1731]
- section-title: ಪ್ರಾದೇಶಿಕ: [570, 8, 697, 57]
- masthead-city: ಶಿವಮೊಗ್ಗ: [1160, 59, 1192, 70]
- section-rule: [276, 1044, 1310, 1045]
- photo-head: [497, 1171, 525, 1201]
- kirusuddi-t3-wrap: [44, 1354, 260, 1594]
- article-yaksha-col2: [474, 1314, 644, 1604]
- masthead: [0, 0, 1339, 86]
- article-noise: [676, 90, 1310, 630]
- photo-head: [415, 1165, 443, 1195]
- article-noise-col2: [894, 352, 1092, 624]
- article-emergency-p5: ಶಿಕ್ಷೆಯಾಗಿದೆ. ಇದೇ ಸಂದರ್ಭದಲ್ಲಿ ತುರ್ತು ಪರಿಸ್ಥಿತಿಯ ಸಂದರ್ಭದಲ್ಲಿ ಸೆರೆವಾಸ ಅನುಭವಿಸಿದ ಹಿರಿಯರಾದ ಭಾಸ್ಕರ ಜೋಶಿ, ಕೆ.ಆರ್.ಗಣೇಶ್, ಕೆ.ಜಿ.ರಾಮರಾವ್, ಕಮಲಾಕ್ಷ ಕಾಮತ್, ಶ್ರೀನಿವಾಸ ಬೆನ್ನೂರು ಇವರನ್ನು ಅಭಿನಂದಿಸಲಾಯಿತು. ಯು.ಹೆಚ್.ರಾಮಪ್ಪ, ನಗರಸಭೆ ಸದಸ್ಯ ಟಿ.ಡಿ. ಮೇಘರಾಜ್, ಆರ್.ಶ್ರೀನಿವಾಸ, ಮಾ.ಸ.ನಂಜುಂಡ ಸ್ವಾಮಿ, ನಾರಾಯಣಮೂರ್ತಿ ಕಾನುಗೋಡು ಇನ್ನಿತರರು ಉಪಸ್ಥಿತರಿದ್ದರು.: [900, 933, 1300, 985]
- photo-person: [573, 269, 643, 378]
